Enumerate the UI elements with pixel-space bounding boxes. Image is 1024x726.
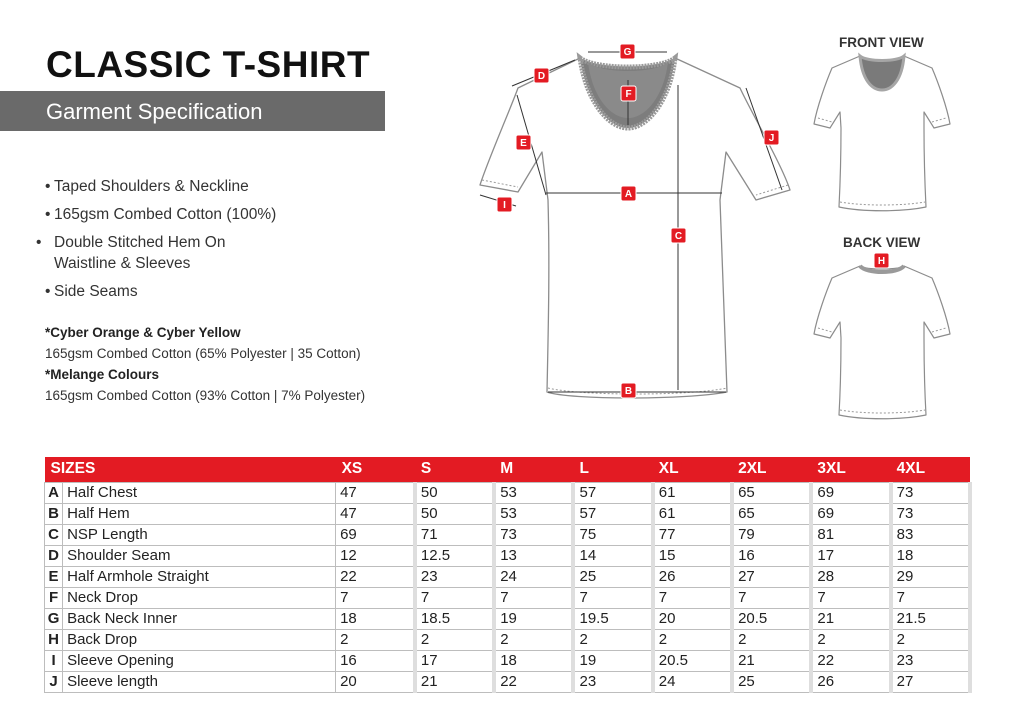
page-subtitle: Garment Specification [46,99,263,124]
feature-item: • 165gsm Combed Cotton (100%) [45,206,277,223]
measurement-value: 81 [811,524,890,545]
measurement-value: 65 [732,482,811,503]
front-view-diagram [812,52,952,212]
measurement-code: F [45,587,63,608]
measurement-value: 15 [653,545,732,566]
measurement-label: Back Neck Inner [63,608,336,629]
measurement-value: 22 [336,566,415,587]
measurement-value: 2 [811,629,890,650]
measurement-value: 73 [891,482,970,503]
measurement-value: 26 [811,671,890,692]
measurement-value: 57 [573,482,652,503]
measurement-value: 17 [811,545,890,566]
measurement-value: 7 [653,587,732,608]
feature-list [36,176,277,309]
table-row [45,629,971,650]
measurement-code: G [45,608,63,629]
page-title: CLASSIC T-SHIRT [46,44,371,85]
marker-a: A [624,189,633,200]
measurement-code: I [45,650,63,671]
measurement-label: Back Drop [63,629,336,650]
table-row [45,587,971,608]
marker-f: F [625,89,632,100]
measurement-value: 7 [415,587,494,608]
table-row [45,566,971,587]
table-header-row [45,457,971,482]
measurement-value: 69 [811,503,890,524]
size-header: 2XL [732,457,811,482]
measurement-value: 20 [336,671,415,692]
table-row [45,503,971,524]
measurement-value: 18.5 [415,608,494,629]
measurement-value: 73 [891,503,970,524]
measurement-value: 2 [415,629,494,650]
measurement-value: 77 [653,524,732,545]
measurement-value: 50 [415,482,494,503]
marker-b: B [624,386,633,397]
measurement-value: 69 [336,524,415,545]
marker-d: D [537,71,546,82]
note-title: *Cyber Orange & Cyber Yellow [45,325,241,340]
size-header: S [415,457,494,482]
feature-item: • Taped Shoulders & Neckline [45,178,249,195]
measurement-value: 23 [573,671,652,692]
measurement-value: 65 [732,503,811,524]
measurement-value: 23 [415,566,494,587]
measurement-value: 18 [891,545,970,566]
table-row [45,671,971,692]
feature-item: • Side Seams [45,283,138,300]
measurement-value: 20.5 [732,608,811,629]
marker-e: E [520,138,527,149]
table-row [45,524,971,545]
measurement-value: 7 [811,587,890,608]
measurement-value: 2 [732,629,811,650]
measurement-value: 2 [336,629,415,650]
measurement-value: 26 [653,566,732,587]
measurement-value: 19 [573,650,652,671]
measurement-value: 14 [573,545,652,566]
measurement-value: 7 [891,587,970,608]
measurement-code: D [45,545,63,566]
measurement-code: H [45,629,63,650]
measurement-label: Half Chest [63,482,336,503]
fabric-notes [45,322,365,406]
measurement-value: 2 [573,629,652,650]
table-row [45,482,971,503]
marker-i: I [503,200,506,211]
measurement-label: NSP Length [63,524,336,545]
sizes-header: SIZES [45,457,336,482]
measurement-code: E [45,566,63,587]
measurement-value: 19 [494,608,573,629]
measurement-value: 20.5 [653,650,732,671]
measurement-value: 61 [653,503,732,524]
marker-c: C [674,231,683,242]
feature-item: • Double Stitched Hem On Waistline & Sleeves [36,234,226,272]
measurement-value: 47 [336,482,415,503]
measurement-label: Shoulder Seam [63,545,336,566]
measurement-value: 16 [732,545,811,566]
measurement-value: 28 [811,566,890,587]
marker-j: J [768,133,775,144]
measurement-value: 57 [573,503,652,524]
measurement-value: 7 [573,587,652,608]
measurement-value: 2 [891,629,970,650]
measurement-code: J [45,671,63,692]
measurement-value: 50 [415,503,494,524]
table-row [45,608,971,629]
measurement-value: 2 [653,629,732,650]
measurement-value: 7 [336,587,415,608]
measurement-value: 20 [653,608,732,629]
note-title: *Melange Colours [45,367,160,382]
measurement-value: 18 [494,650,573,671]
size-header: 4XL [891,457,970,482]
note-text: 165gsm Combed Cotton (65% Polyester | 35 Cotton) [45,346,361,361]
measurement-value: 2 [494,629,573,650]
back-view-label: BACK VIEW [843,235,921,250]
measurement-value: 12.5 [415,545,494,566]
tshirt-measurement-diagram [470,40,810,415]
measurement-value: 22 [494,671,573,692]
size-header: M [494,457,573,482]
size-header: 3XL [811,457,890,482]
table-row [45,650,971,671]
measurement-value: 7 [494,587,573,608]
measurement-value: 25 [732,671,811,692]
measurement-value: 23 [891,650,970,671]
table-body [45,482,971,692]
measurement-value: 47 [336,503,415,524]
measurement-value: 53 [494,503,573,524]
measurement-value: 25 [573,566,652,587]
measurement-label: Sleeve Opening [63,650,336,671]
measurement-value: 83 [891,524,970,545]
measurement-value: 53 [494,482,573,503]
measurement-value: 24 [653,671,732,692]
measurement-value: 19.5 [573,608,652,629]
measurement-value: 69 [811,482,890,503]
measurement-value: 61 [653,482,732,503]
marker-g: G [623,47,632,58]
measurement-label: Half Armhole Straight [63,566,336,587]
measurement-value: 21.5 [891,608,970,629]
measurement-value: 22 [811,650,890,671]
measurement-value: 21 [811,608,890,629]
measurement-value: 24 [494,566,573,587]
measurement-code: A [45,482,63,503]
measurement-label: Sleeve length [63,671,336,692]
measurement-code: B [45,503,63,524]
back-view-diagram [812,252,952,422]
table-row [45,545,971,566]
measurement-value: 21 [415,671,494,692]
measurement-value: 18 [336,608,415,629]
size-header: XS [336,457,415,482]
measurement-value: 17 [415,650,494,671]
measurement-value: 13 [494,545,573,566]
measurement-value: 79 [732,524,811,545]
front-view-label: FRONT VIEW [839,35,924,50]
size-header: XL [653,457,732,482]
measurement-value: 71 [415,524,494,545]
size-header: L [573,457,652,482]
measurement-value: 12 [336,545,415,566]
measurement-value: 21 [732,650,811,671]
measurement-value: 73 [494,524,573,545]
measurement-value: 16 [336,650,415,671]
measurement-value: 75 [573,524,652,545]
measurement-label: Half Hem [63,503,336,524]
note-text: 165gsm Combed Cotton (93% Cotton | 7% Polyester) [45,388,366,403]
size-chart-table [44,457,972,693]
measurement-code: C [45,524,63,545]
measurement-label: Neck Drop [63,587,336,608]
measurement-value: 27 [732,566,811,587]
measurement-value: 27 [891,671,970,692]
marker-h: H [877,256,886,267]
measurement-value: 7 [732,587,811,608]
measurement-value: 29 [891,566,970,587]
